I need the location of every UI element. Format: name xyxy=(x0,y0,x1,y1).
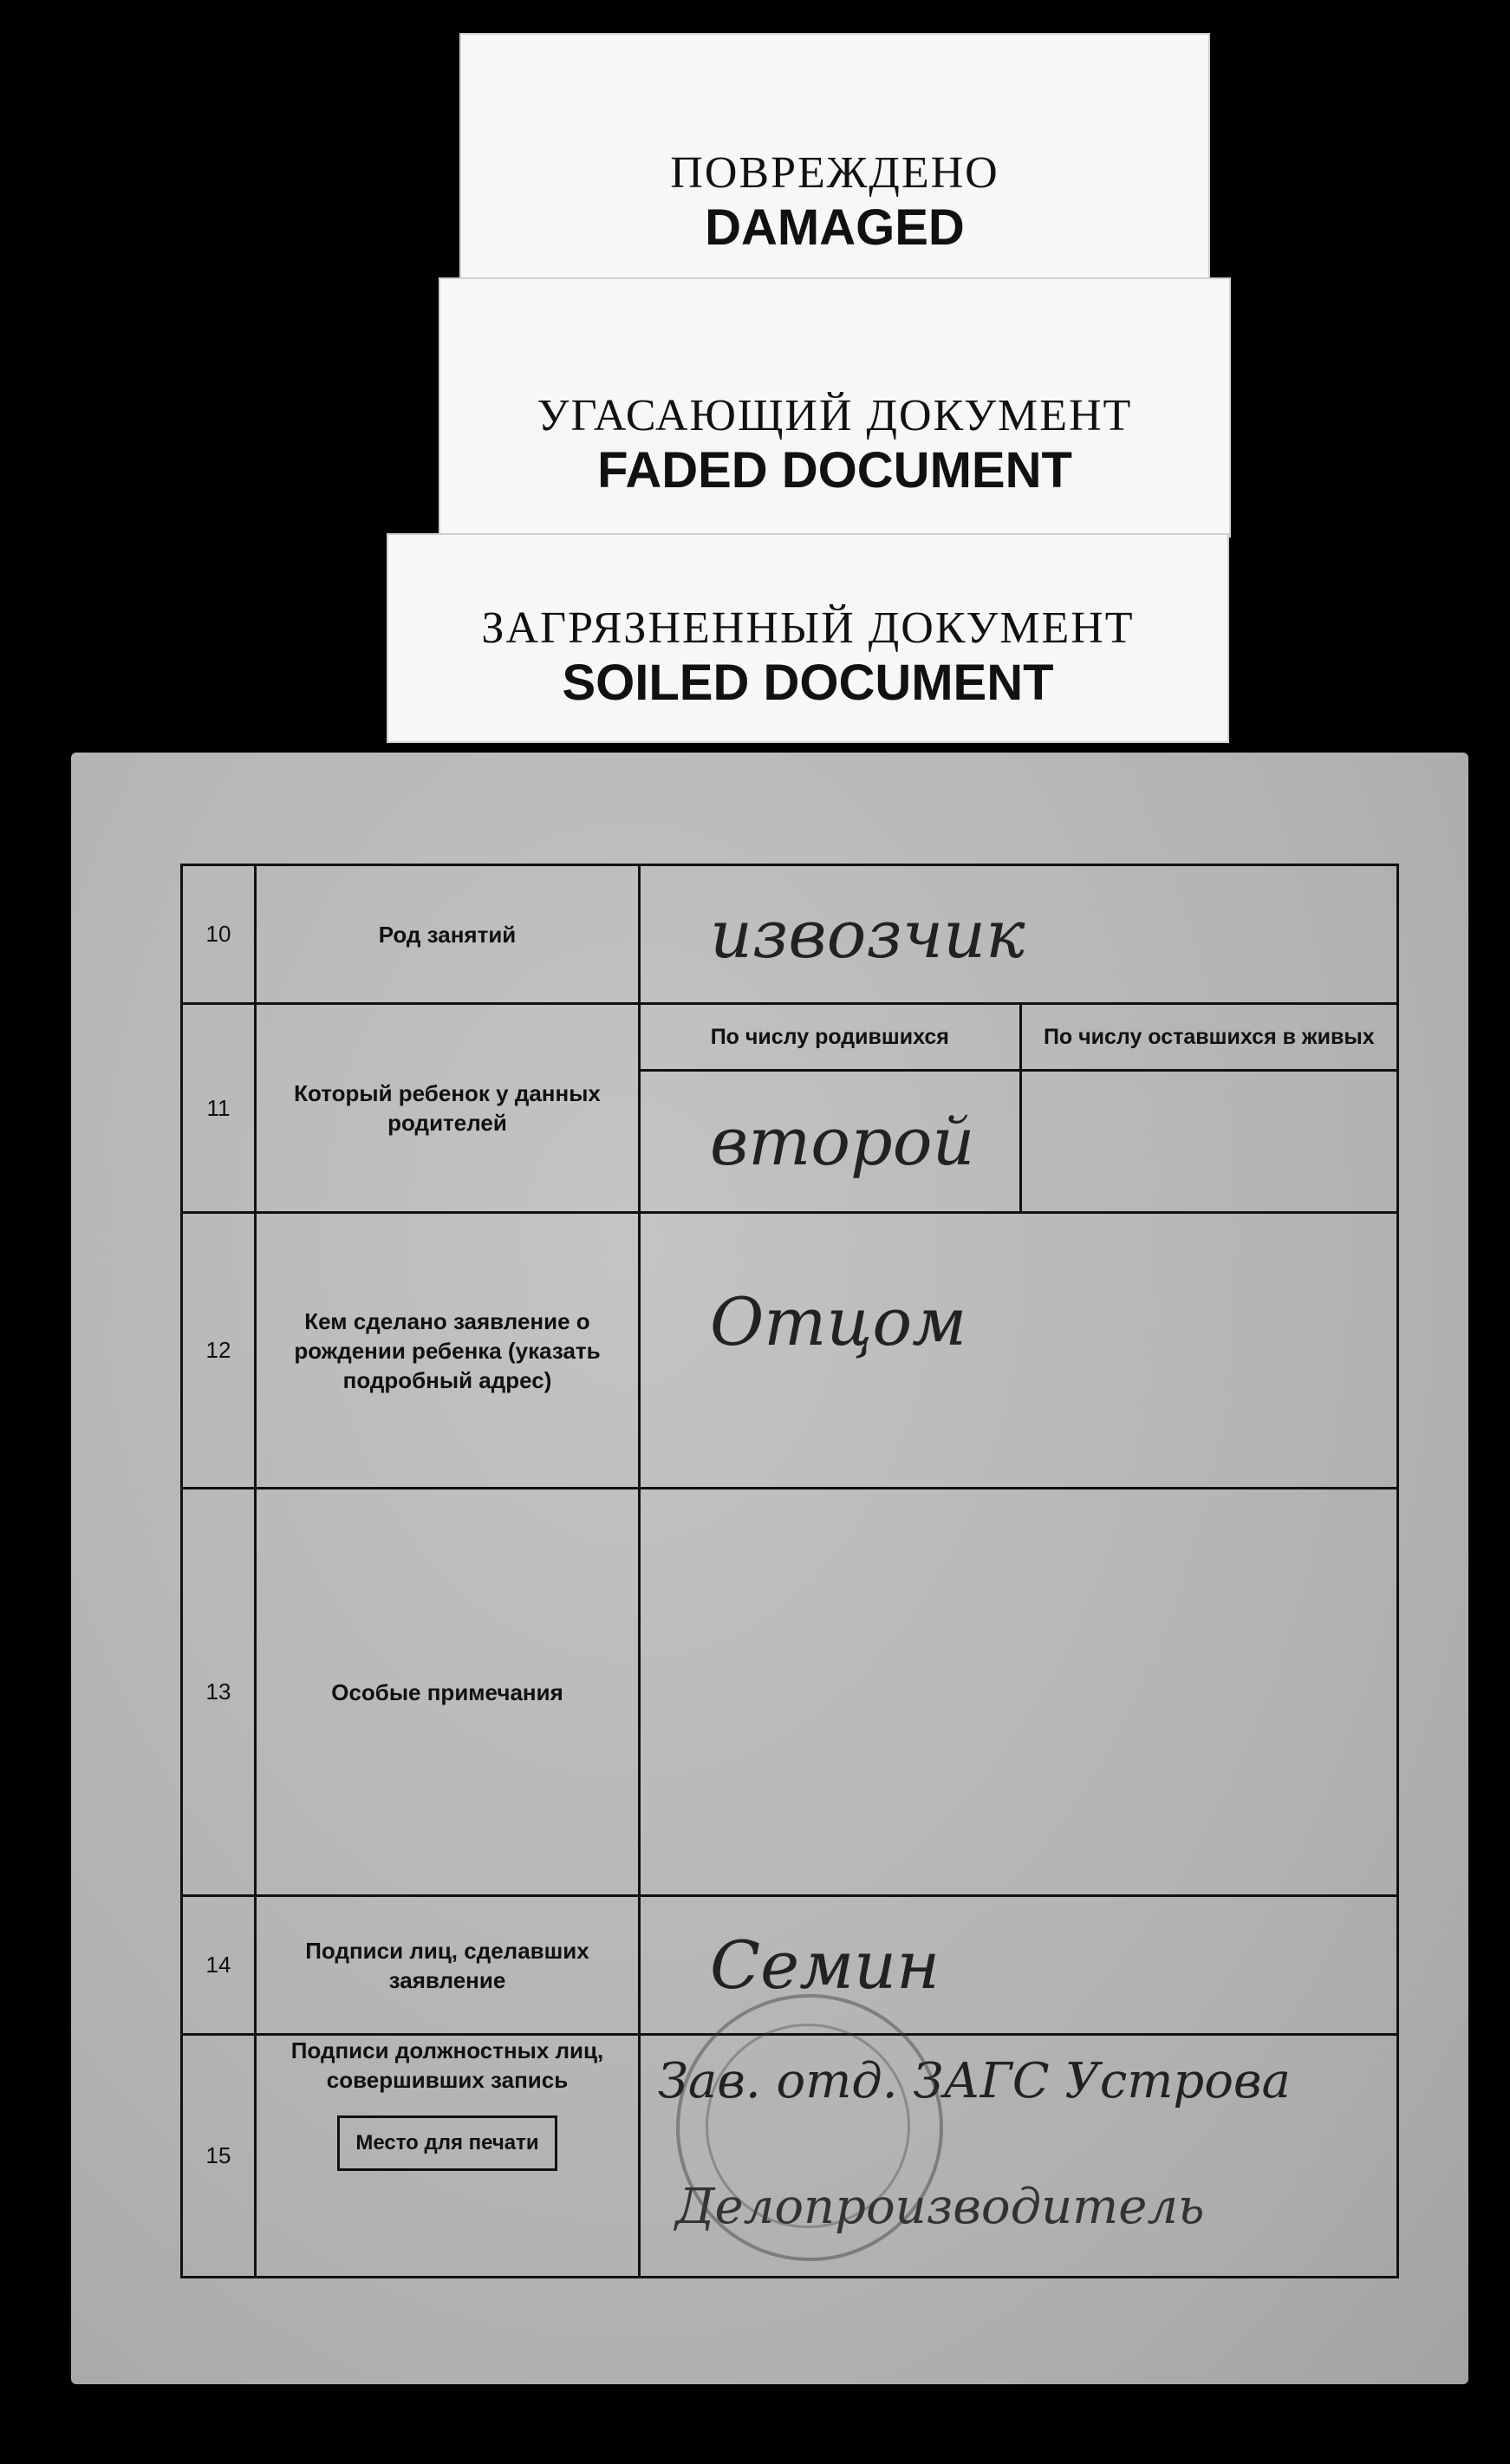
damaged-label xyxy=(459,33,1210,293)
round-seal xyxy=(676,1994,943,2261)
row-label: Подписи лиц, сделавших заявление xyxy=(256,1896,640,2035)
handwritten-value: Отцом xyxy=(640,1213,1398,1489)
faded-document-label-en: FADED DOCUMENT xyxy=(597,442,1072,499)
faded-document-label-ru: УГАСАЮЩИЙ ДОКУМЕНТ xyxy=(537,391,1133,440)
stamp-place-box: Место для печати xyxy=(337,2115,556,2171)
row-label: Род занятий xyxy=(256,865,640,1004)
row-number: 14 xyxy=(182,1896,256,2035)
row-label: Особые примечания xyxy=(256,1489,640,1896)
form-row-13 xyxy=(182,1489,1398,1896)
column-header-alive: По числу оставшихся в живых xyxy=(1020,1004,1397,1071)
row-label: Подписи должностных лиц, совершивших запись xyxy=(290,2037,604,2093)
soiled-document-label-en: SOILED DOCUMENT xyxy=(562,655,1054,711)
soiled-document-label-ru: ЗАГРЯЗНЕННЫЙ ДОКУМЕНТ xyxy=(481,603,1135,653)
row-number: 13 xyxy=(182,1489,256,1896)
row-number: 15 xyxy=(182,2035,256,2278)
damaged-label-en: DAMAGED xyxy=(705,199,965,256)
row-label: Который ребенок у данных родителей xyxy=(256,1004,640,1213)
column-header-born: По числу родившихся xyxy=(640,1004,1021,1071)
soiled-document-label xyxy=(387,533,1229,743)
row-number: 12 xyxy=(182,1213,256,1489)
form-row-10 xyxy=(182,865,1398,1004)
row-number: 10 xyxy=(182,865,256,1004)
row-label-cell xyxy=(256,2035,640,2278)
handwritten-value: извозчик xyxy=(640,865,1398,1004)
handwritten-value-2: Делопроизводитель xyxy=(675,2179,1205,2235)
handwritten-value-alive xyxy=(1020,1071,1397,1213)
handwritten-value xyxy=(640,1489,1398,1896)
handwritten-value-born: второй xyxy=(640,1071,1021,1213)
row-number: 11 xyxy=(182,1004,256,1213)
handwritten-value: Семин xyxy=(640,1896,1398,2035)
damaged-label-ru: ПОВРЕЖДЕНО xyxy=(670,148,999,198)
faded-document-label xyxy=(439,277,1231,538)
form-row-11-header xyxy=(182,1004,1398,1071)
form-row-12 xyxy=(182,1213,1398,1489)
handwritten-value: Зав. отд. ЗАГС Устрова xyxy=(658,2053,1291,2109)
row-label: Кем сделано заявление о рождении ребенка (указать подробный адрес) xyxy=(256,1213,640,1489)
